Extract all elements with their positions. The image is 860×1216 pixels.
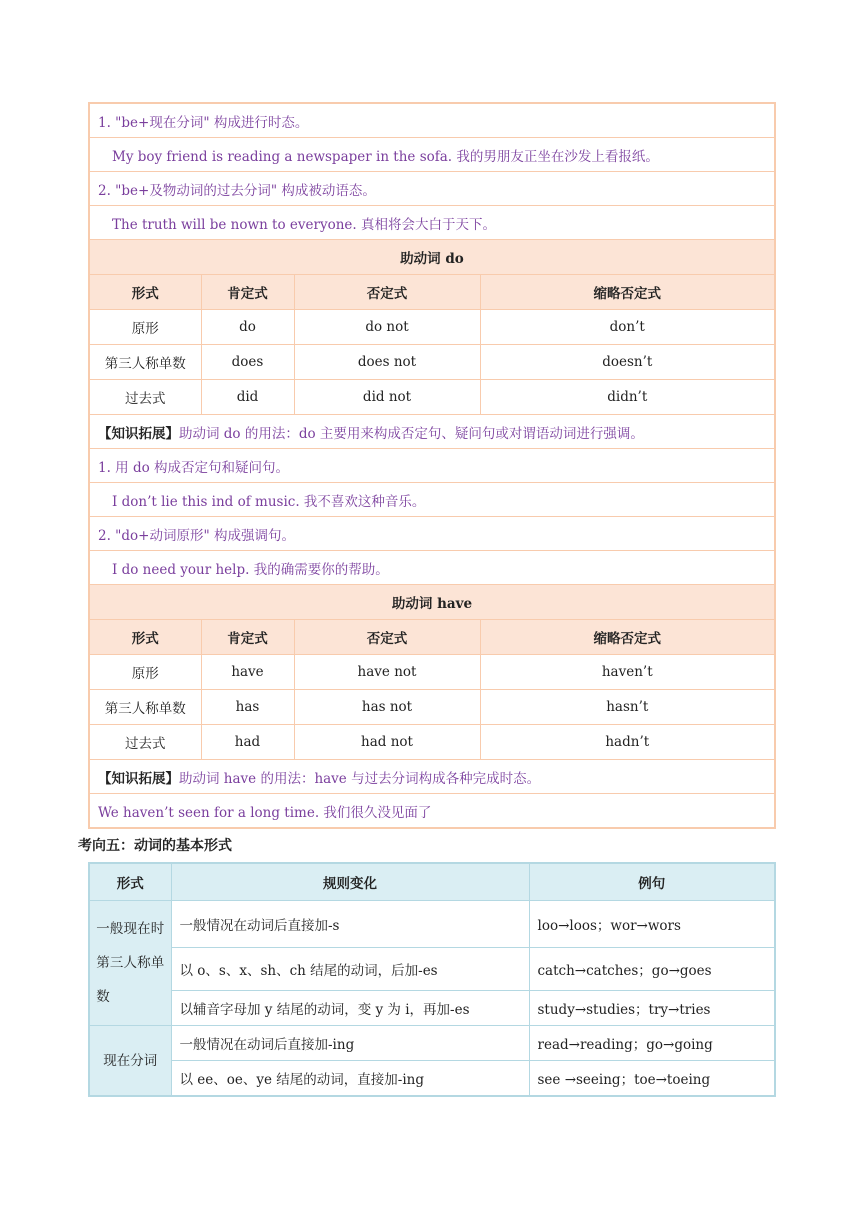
- category-cell: 现在分词: [89, 1026, 171, 1097]
- note-row: [89, 760, 775, 794]
- do-note-2: 2. "do+动词原形" 构成强调句。: [89, 517, 775, 551]
- example-cell: catch→catches；go→goes: [529, 948, 775, 991]
- note-row: [89, 794, 775, 829]
- be-note-1: 1. "be+现在分词" 构成进行时态。: [89, 103, 775, 138]
- table-cell: hadn’t: [480, 725, 775, 760]
- table-cell: 原形: [89, 310, 201, 345]
- example-cell: study→studies；try→tries: [529, 991, 775, 1026]
- example-cell: loo→loos；wor→wors: [529, 901, 775, 948]
- knowledge-extension-label: 【知识拓展】: [98, 425, 179, 442]
- table-row: [89, 901, 775, 948]
- do-table-title: 助动词 do: [89, 240, 775, 275]
- table-cell: has not: [294, 690, 480, 725]
- header-cell: 缩略否定式: [480, 620, 775, 655]
- table-row: [89, 1026, 775, 1061]
- example-cell: see →seeing；toe→toeing: [529, 1061, 775, 1097]
- header-cell: 肯定式: [201, 275, 294, 310]
- table-cell: do: [201, 310, 294, 345]
- rule-cell: 以 o、s、x、sh、ch 结尾的动词，后加-es: [171, 948, 529, 991]
- table-row: [89, 725, 775, 760]
- table-cell: haven’t: [480, 655, 775, 690]
- do-example-2: I do need your help. 我的确需要你的帮助。: [112, 561, 389, 578]
- table-row: [89, 690, 775, 725]
- table-cell: did not: [294, 380, 480, 415]
- auxiliary-verb-table: [88, 102, 776, 829]
- table-cell: 过去式: [89, 380, 201, 415]
- table-cell: have not: [294, 655, 480, 690]
- rule-cell: 一般情况在动词后直接加-ing: [171, 1026, 529, 1061]
- do-note-1: 1. 用 do 构成否定句和疑问句。: [89, 449, 775, 483]
- header-cell: 形式: [89, 620, 201, 655]
- note-row: [89, 138, 775, 172]
- be-example-2: The truth will be nown to everyone. 真相将会大白于天下。: [112, 216, 496, 233]
- rule-cell: 一般情况在动词后直接加-s: [171, 901, 529, 948]
- header-cell: 否定式: [294, 620, 480, 655]
- table-cell: had: [201, 725, 294, 760]
- rule-cell: 以 ee、oe、ye 结尾的动词，直接加-ing: [171, 1061, 529, 1097]
- table-cell: don’t: [480, 310, 775, 345]
- table-row: [89, 310, 775, 345]
- table-row: [89, 948, 775, 991]
- be-example-1: My boy friend is reading a newspaper in the sofa. 我的男朋友正坐在沙发上看报纸。: [112, 148, 659, 165]
- table-cell: does not: [294, 345, 480, 380]
- rule-cell: 以辅音字母加 y 结尾的动词，变 y 为 i，再加-es: [171, 991, 529, 1026]
- table-cell: did: [201, 380, 294, 415]
- table-cell: 第三人称单数: [89, 690, 201, 725]
- table-cell: 第三人称单数: [89, 345, 201, 380]
- note-row: [89, 483, 775, 517]
- table-row: [89, 345, 775, 380]
- table-cell: 原形: [89, 655, 201, 690]
- knowledge-extension-label: 【知识拓展】: [98, 770, 179, 787]
- table-cell: does: [201, 345, 294, 380]
- header-cell: 肯定式: [201, 620, 294, 655]
- note-row: [89, 172, 775, 206]
- table-cell: had not: [294, 725, 480, 760]
- table-cell: has: [201, 690, 294, 725]
- example-cell: read→reading；go→going: [529, 1026, 775, 1061]
- do-header-row: [89, 275, 775, 310]
- table-row: [89, 991, 775, 1026]
- header-cell: 规则变化: [171, 863, 529, 901]
- table-row: [89, 380, 775, 415]
- note-row: [89, 415, 775, 449]
- note-row: [89, 103, 775, 138]
- be-note-2: 2. "be+及物动词的过去分词" 构成被动语态。: [89, 172, 775, 206]
- have-header-row: [89, 620, 775, 655]
- have-extension-text: 助动词 have 的用法：have 与过去分词构成各种完成时态。: [179, 770, 541, 787]
- note-row: [89, 551, 775, 585]
- header-cell: 例句: [529, 863, 775, 901]
- table-cell: didn’t: [480, 380, 775, 415]
- header-cell: 形式: [89, 863, 171, 901]
- table-cell: have: [201, 655, 294, 690]
- have-example-1: We haven’t seen for a long time. 我们很久没见面了: [89, 794, 775, 829]
- table-cell: hasn’t: [480, 690, 775, 725]
- do-extension-text: 助动词 do 的用法：do 主要用来构成否定句、疑问句或对谓语动词进行强调。: [179, 425, 644, 442]
- do-title-row: [89, 240, 775, 275]
- have-title-row: [89, 585, 775, 620]
- table-row: [89, 1061, 775, 1097]
- have-table-title: 助动词 have: [89, 585, 775, 620]
- table-row: [89, 655, 775, 690]
- section-title: 考向五：动词的基本形式: [78, 838, 232, 854]
- header-cell: 否定式: [294, 275, 480, 310]
- do-example-1: I don’t lie this ind of music. 我不喜欢这种音乐。: [112, 493, 426, 510]
- category-cell: 一般现在时第三人称单数: [96, 921, 165, 1005]
- table-cell: 过去式: [89, 725, 201, 760]
- table-cell: do not: [294, 310, 480, 345]
- header-cell: 缩略否定式: [480, 275, 775, 310]
- note-row: [89, 517, 775, 551]
- note-row: [89, 449, 775, 483]
- table-cell: doesn’t: [480, 345, 775, 380]
- header-cell: 形式: [89, 275, 201, 310]
- note-row: [89, 206, 775, 240]
- verb-forms-table: [88, 862, 776, 1097]
- header-row: [89, 863, 775, 901]
